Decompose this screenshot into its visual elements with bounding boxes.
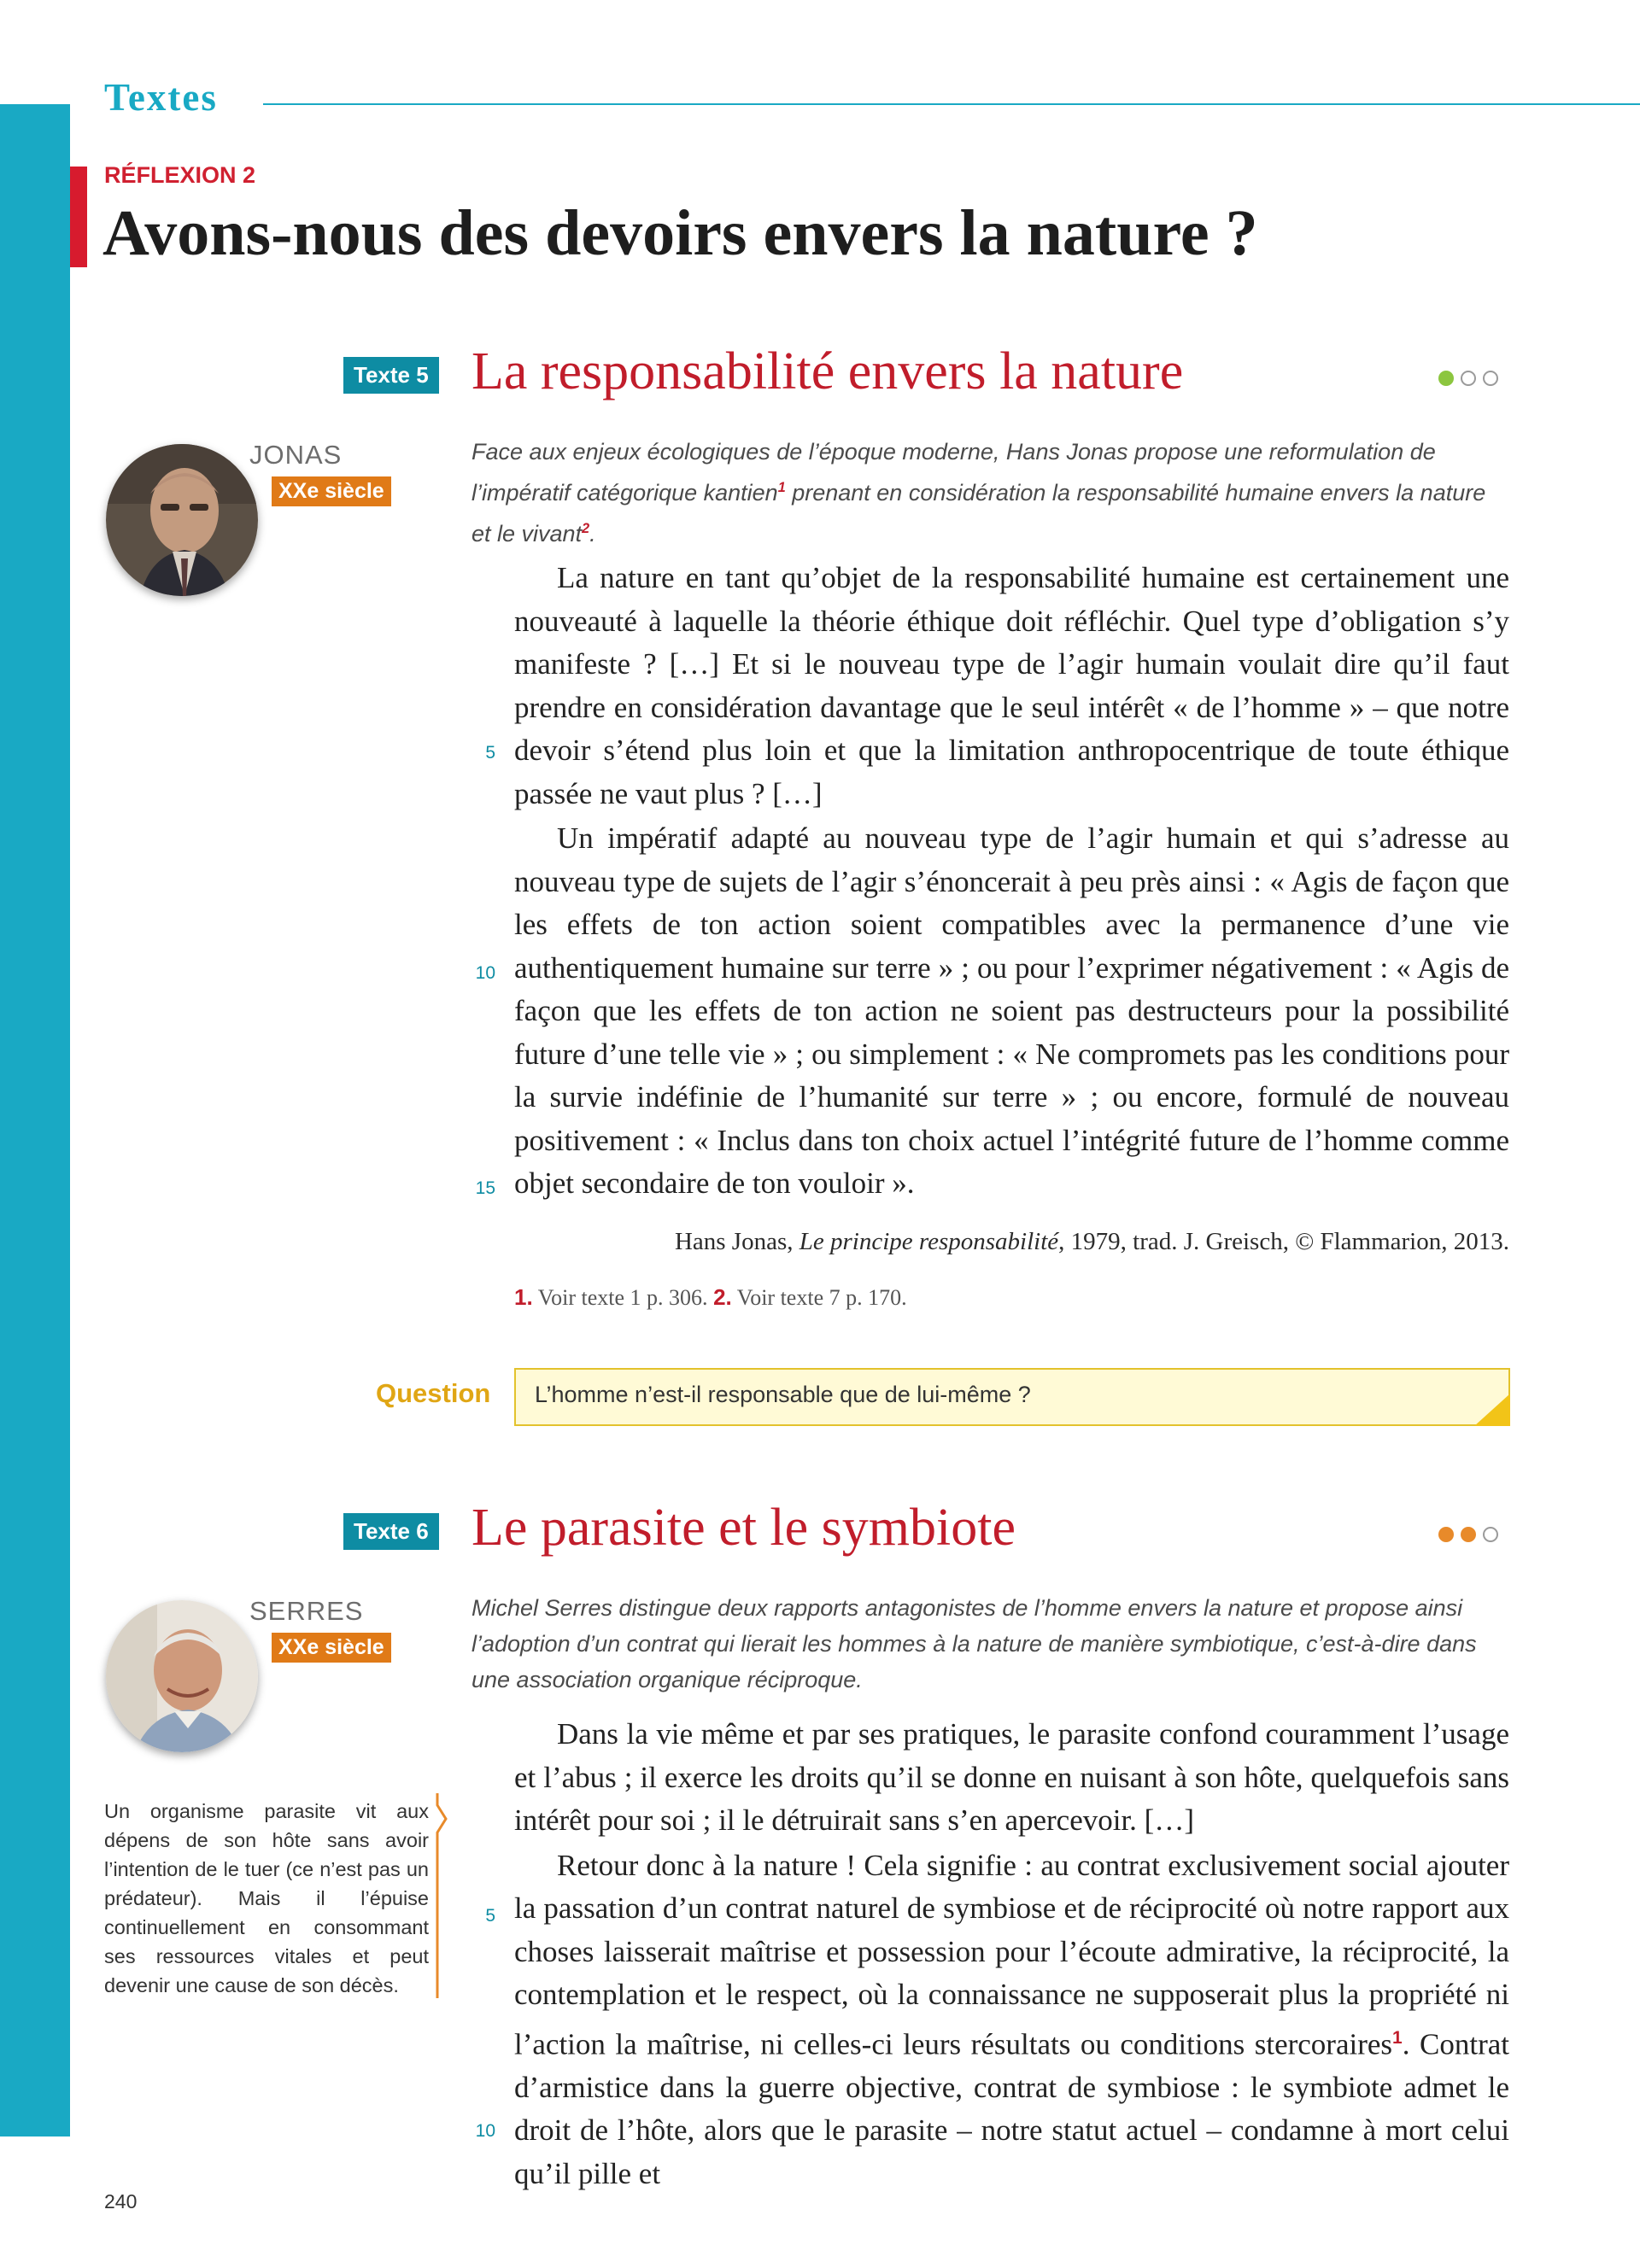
page-fold-corner bbox=[1474, 1394, 1510, 1426]
text5-paragraph-2: Un impératif adapté au nouveau type de l’agir humain et qui s’adresse au nouveau type de sujets de l’agir s’énoncerait à peu près ainsi : « Agis de façon que les effets de ton action soient compatibles avec la permanence d’une vie authentiquement humaine sur terre » ; ou pour l’exprimer négativement : « Agis de façon que les effets de ton action ne soient pas destructeurs pour la possibilité future d’une telle vie » ; ou simplement : « Ne compromets pas les conditions pour la survie indéfinie de l’humanité sur terre » ; ou encore, formulé de nouveau positivement : « Inclus dans ton choix actuel l’intégrité future de l’homme comme objet secondaire de ton vouloir ». bbox=[514, 821, 1509, 1200]
footnote-number: 2. bbox=[713, 1284, 732, 1310]
text5-source bbox=[675, 1228, 1509, 1256]
title-red-marker bbox=[70, 167, 87, 267]
difficulty-dot-empty bbox=[1483, 1527, 1498, 1542]
difficulty-dot-filled bbox=[1438, 1527, 1454, 1542]
left-color-band bbox=[0, 104, 70, 2136]
line-number: 5 bbox=[485, 1906, 495, 1926]
section-label: Textes bbox=[104, 76, 218, 119]
source-work: Le principe responsabilité bbox=[799, 1228, 1059, 1255]
text6-difficulty-indicator bbox=[1432, 1527, 1498, 1546]
text5-intro-part2: prenant en considération la responsabilité humaine envers la nature et le vivant bbox=[472, 480, 1486, 547]
footnote-text: Voir texte 7 p. 170. bbox=[731, 1285, 907, 1310]
source-details: , 1979, trad. J. Greisch, © Flammarion, 2013. bbox=[1058, 1228, 1509, 1255]
jonas-portrait bbox=[106, 444, 258, 596]
text6-paragraph-2-part1: Retour donc à la nature ! Cela signifie : au contrat exclusivement social ajouter la passation d’un contrat naturel de symbiose et de réciprocité où notre rapport aux choses laisserait maîtrise et possession pour l’écoute admirative, la réciprocité, la contemplation et le respect, où la connaissance ne supposerait plus la propriété ni l’action la maîtrise, ni celles-ci leurs résultats ou conditions stercoraires bbox=[514, 1848, 1509, 2061]
question-text: L’homme n’est-il responsable que de lui-même ? bbox=[535, 1382, 1031, 1407]
text5-footnotes bbox=[514, 1284, 907, 1311]
text6-paragraph-2-part2: . Contrat d’armistice dans la guerre objective, contrat de symbiose : le symbiote admet le droit de l’hôte, alors que le parasite – notre statut actuel – condamne à mort celui qu’il pille et bbox=[514, 2027, 1509, 2190]
page-number: 240 bbox=[104, 2190, 138, 2212]
text6-paragraph-1: Dans la vie même et par ses pratiques, le parasite confond couramment l’usage et l’abus ; il exerce les droits qu’il se donne en nuisant à son hôte, quelquefois sans intérêt pour soi ; il le détruirait sans s’en apercevoir. […] bbox=[514, 1717, 1509, 1837]
text5-intro-part3: . bbox=[589, 521, 596, 547]
line-number: 5 bbox=[485, 743, 495, 763]
text5-badge: Texte 5 bbox=[343, 357, 439, 394]
text6-title: Le parasite et le symbiote bbox=[472, 1499, 1016, 1557]
page-title: Avons-nous des devoirs envers la nature ? bbox=[102, 197, 1258, 269]
text5-body bbox=[514, 557, 1509, 1206]
footnote-number: 1. bbox=[514, 1284, 533, 1310]
text6-author: SERRES bbox=[249, 1596, 364, 1626]
text6-paragraph-2 bbox=[514, 1844, 1509, 2196]
difficulty-dot-filled bbox=[1438, 371, 1454, 386]
question-label: Question bbox=[376, 1378, 491, 1408]
question-box bbox=[514, 1368, 1510, 1426]
parasite-sidenote: Un organisme parasite vit aux dépens de son hôte sans avoir l’intention de le tuer (ce n’est pas un prédateur). Mais il l’épuise continuellement en consommant ses ressources vitales et peut devenir une cause de son décès. bbox=[104, 1800, 429, 1996]
text5-author: JONAS bbox=[249, 440, 343, 470]
kicker: RÉFLEXION 2 bbox=[104, 162, 256, 188]
footnote-ref: 1 bbox=[777, 480, 786, 495]
text6-intro: Michel Serres distingue deux rapports antagonistes de l’homme envers la nature et propose ainsi l’adoption d’un contrat qui lierait les hommes à la nature de manière symbiotique, c’est-à-dire dans une association organique réciproque. bbox=[472, 1595, 1477, 1692]
text5-intro bbox=[472, 434, 1509, 552]
text6-century-badge: XXe siècle bbox=[272, 1633, 391, 1663]
text6-badge: Texte 6 bbox=[343, 1513, 439, 1550]
header-rule bbox=[263, 103, 1640, 105]
text5-paragraph-1: La nature en tant qu’objet de la responsabilité humaine est certainement une nouveauté à laquelle la théorie éthique doit réfléchir. Quel type d’obligation s’y manifeste ? […] Et si le nouveau type de l’agir humain voulait dire qu’il faut prendre en considération davantage que le seul intérêt « de l’homme » – que notre devoir s’étend plus loin et que la limitation anthropocentrique de toute éthique passée ne vaut plus ? […] bbox=[514, 561, 1509, 810]
text6-body bbox=[514, 1713, 1509, 2195]
text5-difficulty-indicator bbox=[1432, 371, 1498, 389]
text5-intro-part1: Face aux enjeux écologiques de l’époque moderne, Hans Jonas propose une reformulation de l’impératif catégorique kantien bbox=[472, 439, 1436, 506]
footnote-ref: 1 bbox=[1392, 2027, 1403, 2048]
line-number: 10 bbox=[475, 2121, 495, 2141]
difficulty-dot-filled bbox=[1461, 1527, 1476, 1542]
difficulty-dot-empty bbox=[1483, 371, 1498, 386]
footnote-ref: 2 bbox=[582, 521, 590, 536]
source-author: Hans Jonas, bbox=[674, 1228, 800, 1255]
line-number: 10 bbox=[475, 963, 495, 983]
difficulty-dot-empty bbox=[1461, 371, 1476, 386]
serres-portrait bbox=[106, 1600, 258, 1752]
line-number: 15 bbox=[475, 1178, 495, 1198]
sidenote-bracket bbox=[436, 1793, 448, 1998]
text5-title: La responsabilité envers la nature bbox=[472, 342, 1184, 400]
footnote-text: Voir texte 1 p. 306. bbox=[532, 1285, 714, 1310]
text5-century-badge: XXe siècle bbox=[272, 476, 391, 506]
